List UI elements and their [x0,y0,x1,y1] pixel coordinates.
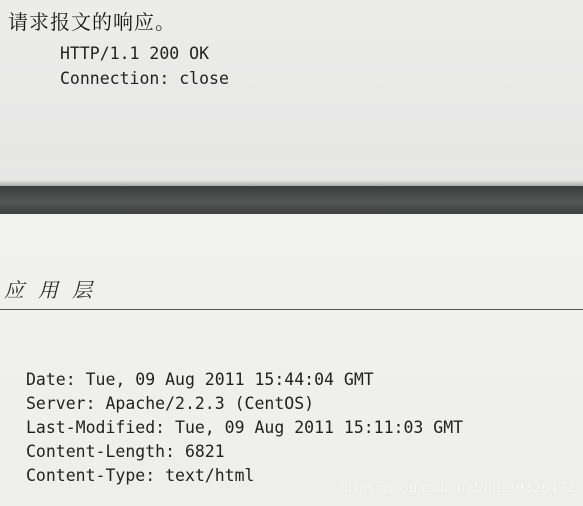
header-last-modified-line: Last-Modified: Tue, 09 Aug 2011 15:11:03 GMT [26,418,464,437]
page-separator [0,186,583,214]
header-server-line: Server: Apache/2.2.3 (CentOS) [26,394,315,413]
response-connection-line: Connection: close [60,69,229,88]
header-content-type-line: Content-Type: text/html [26,466,255,485]
watermark-url: https://blog.csdn.net/qq_39326472 [340,481,575,496]
header-content-length-line: Content-Length: 6821 [26,442,225,461]
response-status-line: HTTP/1.1 200 OK [60,44,210,63]
bleed-through-text [300,8,580,26]
header-rule [0,309,583,310]
chapter-header: 应用层 [4,278,106,302]
page-heading: 请求报文的响应。 [8,10,176,34]
header-date-line: Date: Tue, 09 Aug 2011 15:44:04 GMT [26,370,374,389]
bottom-page [0,214,583,506]
